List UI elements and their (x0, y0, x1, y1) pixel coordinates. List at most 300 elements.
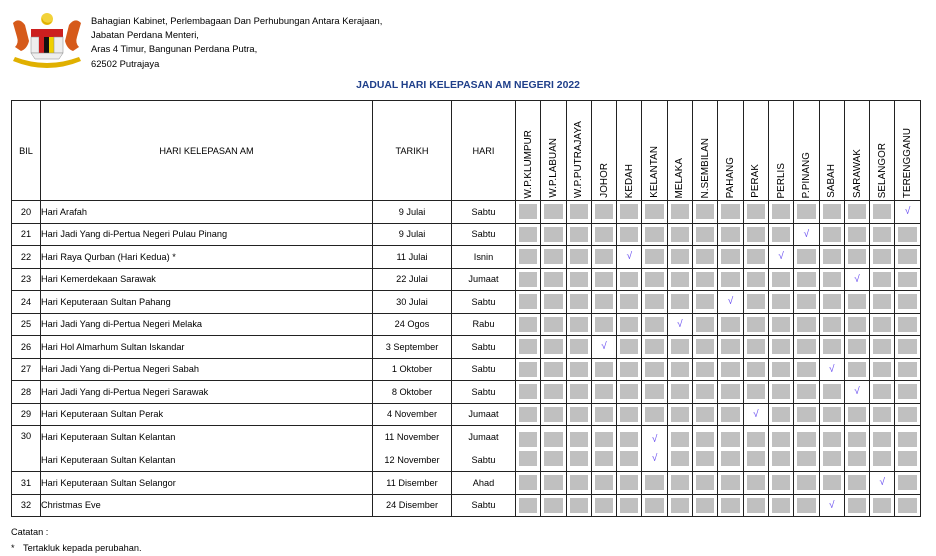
empty-box (570, 294, 588, 309)
empty-box (797, 384, 815, 399)
empty-box (620, 407, 638, 422)
empty-box (823, 317, 841, 332)
empty-box (873, 227, 891, 242)
state-cell-sabah (819, 472, 844, 495)
table-row (12, 381, 921, 404)
state-cell-ppinang (794, 201, 819, 224)
empty-box (772, 475, 790, 490)
state-cell-melaka (667, 426, 692, 472)
empty-box (797, 294, 815, 309)
empty-box (721, 272, 739, 287)
state-cell-wplabuan (541, 291, 566, 314)
empty-box (595, 317, 613, 332)
day-cell-text: Jumaat (468, 274, 499, 285)
empty-box (772, 362, 790, 377)
state-cell-johor (591, 201, 616, 224)
empty-box (544, 498, 562, 513)
state-cell-terengganu (895, 472, 920, 495)
state-cell-melaka (667, 494, 692, 517)
state-cell-wplabuan (541, 358, 566, 381)
day-cell-text: Jumaat (468, 409, 499, 420)
checkmark-icon: √ (727, 296, 734, 308)
state-cell-sabah (819, 494, 844, 517)
state-cell-perak (743, 268, 768, 291)
empty-box (721, 384, 739, 399)
holiday-name-cell-text: Hari Kemerdekaan Sarawak (41, 274, 156, 285)
empty-box (519, 294, 537, 309)
day-cell-text: Isnin (473, 251, 494, 262)
holiday-name-cell-text: Hari Hol Almarhum Sultan Iskandar (41, 341, 185, 352)
empty-box (848, 475, 866, 490)
date-cell (373, 201, 452, 224)
empty-box (696, 384, 714, 399)
empty-box (747, 339, 765, 354)
checkmark-icon: √ (879, 477, 886, 489)
empty-box (544, 272, 562, 287)
state-cell-wpputrajaya (566, 201, 591, 224)
empty-box (595, 227, 613, 242)
state-cell-wpklumpur (516, 313, 541, 336)
empty-box (620, 384, 638, 399)
empty-box (747, 498, 765, 513)
state-cell-melaka (667, 291, 692, 314)
state-cell-melaka (667, 358, 692, 381)
empty-box (747, 272, 765, 287)
column-header-state: SABAH (819, 101, 844, 201)
state-cell-selangor (870, 313, 895, 336)
empty-box (620, 227, 638, 242)
state-cell-perlis (768, 381, 793, 404)
column-header-state: TERENGGANU (895, 101, 920, 201)
empty-box (848, 249, 866, 264)
holiday-name-cell-text: Hari Keputeraan Sultan Perak (41, 409, 164, 420)
holiday-name-cell-text: Hari Raya Qurban (Hari Kedua) * (41, 251, 176, 262)
bil-cell: 24 (12, 291, 41, 314)
address-line: Jabatan Perdana Menteri, (91, 29, 199, 41)
state-cell-perak (743, 494, 768, 517)
empty-box (823, 407, 841, 422)
state-cell-perlis (768, 291, 793, 314)
state-cell-kelantan (642, 426, 667, 472)
state-cell-perak (743, 313, 768, 336)
state-cell-ppinang (794, 223, 819, 246)
state-cell-selangor (870, 291, 895, 314)
empty-box (519, 407, 537, 422)
day-cell (452, 313, 516, 336)
holiday-name-cell-text: Hari Keputeraan Sultan Kelantan (41, 432, 176, 442)
state-cell-nsembilan (693, 494, 718, 517)
empty-box (696, 475, 714, 490)
empty-box (570, 407, 588, 422)
empty-box (620, 432, 638, 447)
state-cell-wpputrajaya (566, 291, 591, 314)
state-cell-wpklumpur (516, 381, 541, 404)
empty-box (747, 451, 765, 466)
day-cell-text: Sabtu (471, 206, 496, 217)
state-cell-kelantan (642, 313, 667, 336)
empty-box (873, 362, 891, 377)
column-header-day: HARI (452, 101, 516, 201)
empty-box (721, 498, 739, 513)
empty-box (797, 451, 815, 466)
empty-box (570, 227, 588, 242)
empty-box (898, 362, 916, 377)
empty-box (544, 407, 562, 422)
empty-box (595, 362, 613, 377)
state-cell-sarawak (844, 336, 869, 359)
state-cell-wpputrajaya (566, 472, 591, 495)
state-cell-selangor (870, 358, 895, 381)
empty-box (645, 204, 663, 219)
empty-box (721, 249, 739, 264)
date-cell (373, 358, 452, 381)
holiday-name-cell (41, 358, 373, 381)
state-cell-nsembilan (693, 358, 718, 381)
table-row (12, 246, 921, 269)
address-line: 62502 Putrajaya (91, 57, 160, 69)
state-cell-kelantan (642, 336, 667, 359)
state-cell-kedah (617, 291, 642, 314)
state-cell-perlis (768, 472, 793, 495)
state-cell-johor (591, 403, 616, 426)
state-cell-perlis (768, 313, 793, 336)
state-cell-sarawak (844, 291, 869, 314)
empty-box (823, 272, 841, 287)
bil-cell: 29 (12, 403, 41, 426)
empty-box (570, 339, 588, 354)
state-cell-pahang (718, 358, 743, 381)
state-cell-ppinang (794, 381, 819, 404)
state-cell-pahang (718, 223, 743, 246)
day-cell-text: Sabtu (471, 341, 496, 352)
state-cell-kelantan (642, 246, 667, 269)
empty-box (772, 432, 790, 447)
empty-box (873, 272, 891, 287)
state-cell-perlis (768, 201, 793, 224)
date-cell (373, 426, 452, 472)
column-header-state: W.P.LABUAN (541, 101, 566, 201)
table-row (12, 313, 921, 336)
column-header-state: KEDAH (617, 101, 642, 201)
table-row (12, 291, 921, 314)
state-cell-ppinang (794, 494, 819, 517)
state-cell-wplabuan (541, 201, 566, 224)
state-cell-johor (591, 358, 616, 381)
holiday-name-cell (41, 426, 373, 472)
state-cell-terengganu (895, 494, 920, 517)
page-title: JADUAL HARI KELEPASAN AM NEGERI 2022 (356, 80, 580, 91)
state-cell-perlis (768, 223, 793, 246)
empty-box (797, 339, 815, 354)
state-cell-sarawak (844, 313, 869, 336)
state-cell-johor (591, 336, 616, 359)
date-cell (373, 403, 452, 426)
bil-cell: 25 (12, 313, 41, 336)
empty-box (797, 498, 815, 513)
date-cell-text: 22 Julai (396, 274, 428, 285)
state-cell-pahang (718, 494, 743, 517)
table-row (12, 201, 921, 224)
state-cell-wpputrajaya (566, 381, 591, 404)
empty-box (570, 204, 588, 219)
holiday-name-cell-text: Hari Jadi Yang di-Pertua Negeri Melaka (41, 319, 203, 330)
empty-box (898, 294, 916, 309)
date-cell (373, 268, 452, 291)
empty-box (544, 475, 562, 490)
empty-box (848, 362, 866, 377)
empty-box (519, 451, 537, 466)
holiday-name-cell-text: Hari Keputeraan Sultan Selangor (41, 477, 176, 488)
state-cell-perak (743, 336, 768, 359)
empty-box (848, 407, 866, 422)
day-cell (452, 336, 516, 359)
state-cell-wplabuan (541, 381, 566, 404)
state-cell-ppinang (794, 268, 819, 291)
empty-box (797, 204, 815, 219)
state-cell-perlis (768, 358, 793, 381)
state-cell-perlis (768, 426, 793, 472)
empty-box (696, 498, 714, 513)
empty-box (671, 227, 689, 242)
empty-box (848, 339, 866, 354)
state-cell-sabah (819, 426, 844, 472)
empty-box (823, 451, 841, 466)
empty-box (873, 498, 891, 513)
state-cell-melaka (667, 268, 692, 291)
state-cell-perak (743, 246, 768, 269)
day-cell (452, 426, 516, 472)
empty-box (721, 362, 739, 377)
bil-cell: 28 (12, 381, 41, 404)
empty-box (873, 384, 891, 399)
state-cell-kedah (617, 381, 642, 404)
state-cell-selangor (870, 403, 895, 426)
empty-box (696, 204, 714, 219)
day-cell (452, 223, 516, 246)
empty-box (696, 362, 714, 377)
column-header-state: PERAK (743, 101, 768, 201)
bil-cell: 27 (12, 358, 41, 381)
empty-box (696, 249, 714, 264)
empty-box (595, 432, 613, 447)
empty-box (620, 475, 638, 490)
state-cell-nsembilan (693, 336, 718, 359)
state-cell-sabah (819, 223, 844, 246)
empty-box (848, 432, 866, 447)
state-cell-ppinang (794, 336, 819, 359)
bil-cell: 20 (12, 201, 41, 224)
state-cell-ppinang (794, 291, 819, 314)
state-cell-terengganu (895, 313, 920, 336)
column-header-holiday: HARI KELEPASAN AM (41, 101, 373, 201)
state-cell-terengganu (895, 268, 920, 291)
state-cell-selangor (870, 268, 895, 291)
state-cell-wpputrajaya (566, 223, 591, 246)
state-cell-pahang (718, 246, 743, 269)
empty-box (519, 339, 537, 354)
state-cell-terengganu (895, 246, 920, 269)
state-cell-perlis (768, 403, 793, 426)
state-cell-pahang (718, 472, 743, 495)
state-cell-sarawak (844, 472, 869, 495)
day-cell-text: Rabu (472, 319, 495, 330)
empty-box (671, 475, 689, 490)
empty-box (620, 362, 638, 377)
state-cell-nsembilan (693, 381, 718, 404)
empty-box (544, 384, 562, 399)
table-body (12, 201, 921, 517)
empty-box (671, 294, 689, 309)
state-cell-melaka (667, 201, 692, 224)
empty-box (797, 432, 815, 447)
empty-box (873, 204, 891, 219)
empty-box (595, 475, 613, 490)
state-cell-sabah (819, 313, 844, 336)
date-cell-text: 11 Julai (396, 251, 428, 262)
empty-box (519, 249, 537, 264)
state-cell-sarawak (844, 426, 869, 472)
state-cell-melaka (667, 313, 692, 336)
state-cell-melaka (667, 472, 692, 495)
empty-box (747, 227, 765, 242)
empty-box (721, 432, 739, 447)
empty-box (721, 227, 739, 242)
state-cell-terengganu (895, 358, 920, 381)
empty-box (772, 384, 790, 399)
state-cell-wpputrajaya (566, 494, 591, 517)
empty-box (595, 294, 613, 309)
empty-box (544, 204, 562, 219)
empty-box (747, 384, 765, 399)
state-cell-selangor (870, 201, 895, 224)
state-cell-wpklumpur (516, 268, 541, 291)
holiday-name-cell (41, 494, 373, 517)
empty-box (721, 451, 739, 466)
column-header-state: KELANTAN (642, 101, 667, 201)
empty-box (544, 249, 562, 264)
state-cell-wplabuan (541, 223, 566, 246)
empty-box (772, 294, 790, 309)
checkmark-icon: √ (828, 499, 835, 511)
date-cell-text: 24 Disember (385, 500, 439, 511)
empty-box (570, 498, 588, 513)
empty-box (519, 227, 537, 242)
empty-box (873, 451, 891, 466)
bil-cell: 31 (12, 472, 41, 495)
state-cell-ppinang (794, 313, 819, 336)
state-cell-wpklumpur (516, 223, 541, 246)
state-cell-pahang (718, 426, 743, 472)
state-cell-terengganu (895, 381, 920, 404)
empty-box (645, 384, 663, 399)
holiday-name-cell-text: Christmas Eve (41, 500, 101, 511)
holiday-table (11, 100, 921, 517)
state-cell-wpputrajaya (566, 426, 591, 472)
empty-box (721, 475, 739, 490)
empty-box (544, 294, 562, 309)
state-cell-terengganu (895, 426, 920, 472)
date-cell-text: 12 November (384, 454, 440, 465)
date-cell (373, 336, 452, 359)
date-cell-text: 11 Disember (386, 477, 438, 488)
empty-box (721, 339, 739, 354)
holiday-name-cell (41, 472, 373, 495)
column-header-state: PERLIS (768, 101, 793, 201)
empty-box (620, 339, 638, 354)
empty-box (544, 227, 562, 242)
column-header-state: P.PINANG (794, 101, 819, 201)
state-cell-kedah (617, 426, 642, 472)
empty-box (797, 317, 815, 332)
holiday-name-cell-text: Hari Keputeraan Sultan Kelantan (41, 454, 176, 465)
empty-box (671, 272, 689, 287)
empty-box (898, 432, 916, 447)
holiday-name-cell-text: Hari Jadi Yang di-Pertua Negeri Sabah (41, 364, 199, 375)
empty-box (848, 204, 866, 219)
state-cell-johor (591, 313, 616, 336)
empty-box (873, 317, 891, 332)
day-cell (452, 268, 516, 291)
empty-box (645, 498, 663, 513)
bil-cell: 23 (12, 268, 41, 291)
empty-box (873, 249, 891, 264)
state-cell-nsembilan (693, 313, 718, 336)
date-cell-text: 11 November (384, 432, 440, 442)
notes-label: Catatan : (11, 527, 49, 537)
empty-box (620, 451, 638, 466)
bil-cell: 32 (12, 494, 41, 517)
empty-box (595, 498, 613, 513)
empty-box (823, 204, 841, 219)
holiday-name-cell (41, 246, 373, 269)
state-cell-wpklumpur (516, 336, 541, 359)
empty-box (696, 407, 714, 422)
date-cell (373, 223, 452, 246)
address-line: Aras 4 Timur, Bangunan Perdana Putra, (91, 43, 258, 55)
state-cell-wplabuan (541, 246, 566, 269)
state-cell-wpklumpur (516, 494, 541, 517)
state-cell-selangor (870, 336, 895, 359)
checkmark-icon: √ (778, 251, 784, 263)
state-cell-kedah (617, 223, 642, 246)
state-cell-ppinang (794, 426, 819, 472)
state-cell-kedah (617, 246, 642, 269)
state-cell-wpklumpur (516, 246, 541, 269)
day-cell-text: Sabtu (471, 454, 496, 465)
note-item (11, 540, 142, 556)
empty-box (747, 294, 765, 309)
state-cell-wpputrajaya (566, 358, 591, 381)
state-cell-sarawak (844, 381, 869, 404)
empty-box (721, 317, 739, 332)
state-cell-sarawak (844, 246, 869, 269)
empty-box (721, 204, 739, 219)
empty-box (823, 339, 841, 354)
holiday-name-cell-text: Hari Jadi Yang di-Pertua Negeri Sarawak (41, 386, 209, 397)
state-cell-wplabuan (541, 472, 566, 495)
day-cell (452, 201, 516, 224)
state-cell-kelantan (642, 403, 667, 426)
state-cell-kelantan (642, 201, 667, 224)
checkmark-icon: √ (803, 228, 810, 240)
state-cell-selangor (870, 246, 895, 269)
state-cell-sarawak (844, 358, 869, 381)
column-header-state: JOHOR (591, 101, 616, 201)
notes (11, 524, 142, 556)
state-cell-johor (591, 381, 616, 404)
state-cell-perak (743, 358, 768, 381)
table-row (12, 494, 921, 517)
